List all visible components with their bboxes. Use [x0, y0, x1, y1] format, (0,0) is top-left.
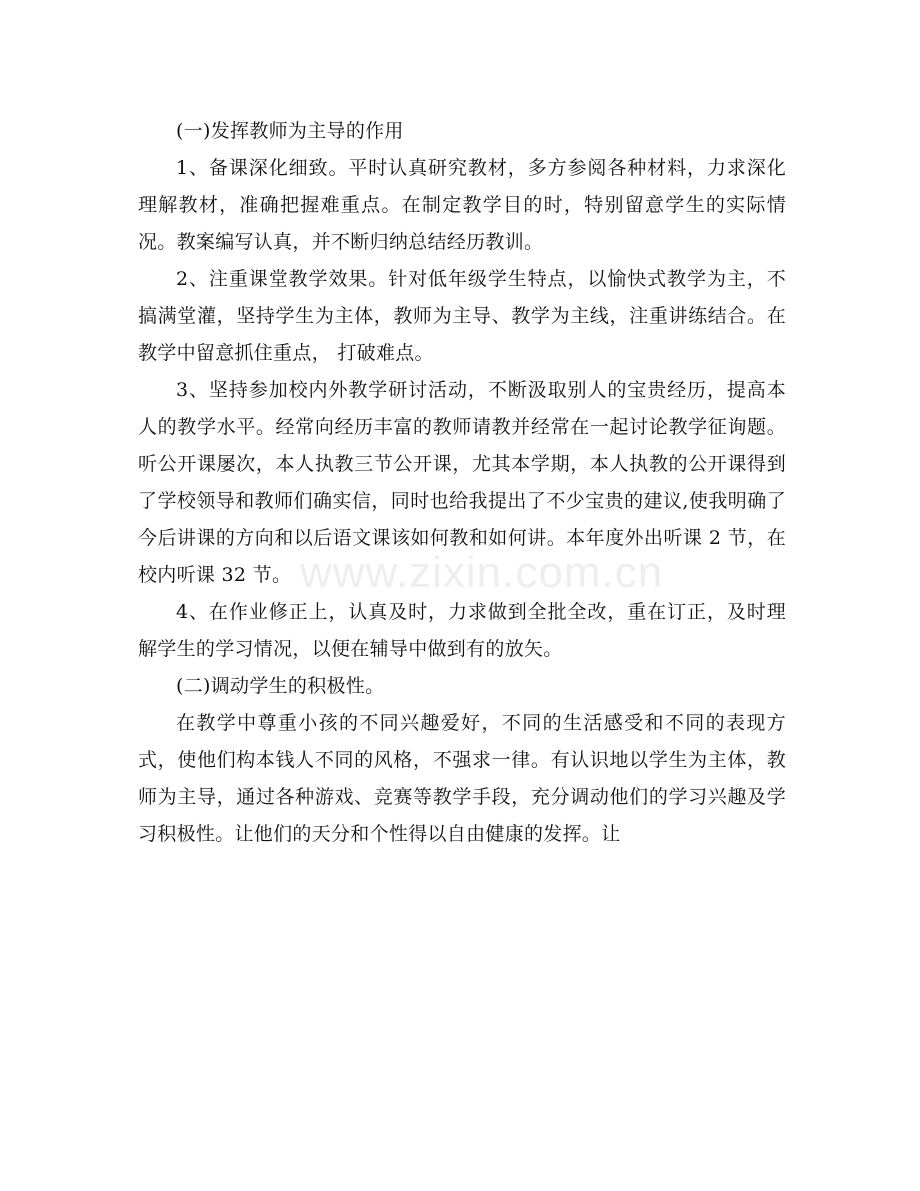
document-body — [138, 113, 786, 853]
watermark-text: www.zixin.com.cn — [300, 548, 664, 597]
paragraph-1: 1、备课深化细致。平时认真研究教材，多方参阅各种材料，力求深化理解教材，准确把握难重点。在制定教学目的时，特别留意学生的实际情况。教案编写认真，并不断归纳总结经历教训。 — [138, 157, 786, 253]
section-heading-2: (二)调动学生的积极性。 — [176, 675, 385, 697]
paragraph-2: 2、注重课堂教学效果。针对低年级学生特点，以愉快式教学为主，不搞满堂灌，坚持学生为主体，教师为主导、教学为主线，注重讲练结合。在教学中留意抓住重点， 打破难点。 — [138, 268, 786, 364]
paragraph-5: 在教学中尊重小孩的不同兴趣爱好，不同的生活感受和不同的表现方式，使他们构本钱人不同的风格，不强求一律。有认识地以学生为主体，教师为主导，通过各种游戏、竞赛等教学手段，充分调动他们的学习兴趣及学习积极性。让他们的天分和个性得以自由健康的发挥。让 — [138, 712, 786, 845]
section-heading-1: (一)发挥教师为主导的作用 — [176, 120, 404, 142]
paragraph-3: 3、坚持参加校内外教学研讨活动，不断汲取别人的宝贵经历，提高本人的教学水平。经常向经历丰富的教师请教并经常在一起讨论教学征询题。听公开课屡次，本人执教三节公开课，尤其本学期，本人执教的公开课得到了学校领导和教师们确实信，同时也给我提出了不少宝贵的建议,使我明确了今后讲课的方向和以后语文课该如何教和如何讲。本年度外出听课 2 节，在校内听课 32 节。 — [138, 379, 786, 586]
paragraph-4: 4、在作业修正上，认真及时，力求做到全批全改，重在订正，及时理解学生的学习情况，以便在辅导中做到有的放矢。 — [138, 601, 786, 660]
